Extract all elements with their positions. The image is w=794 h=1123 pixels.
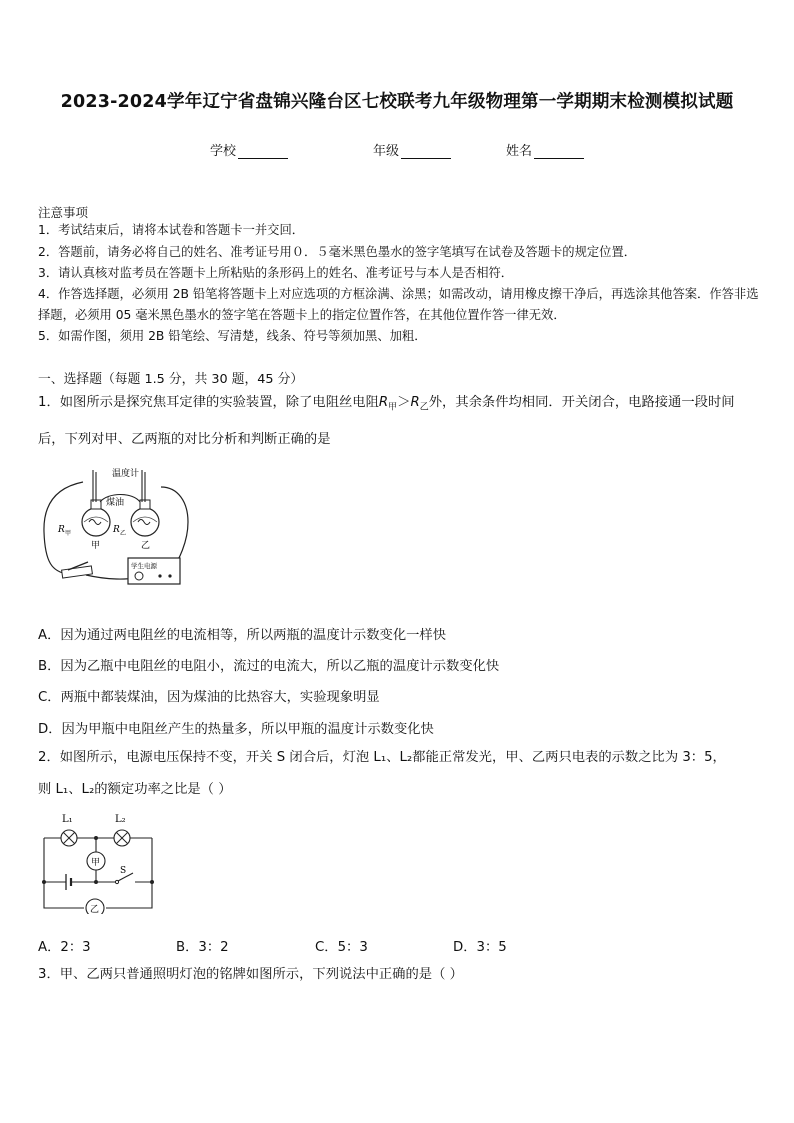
- notice-heading: 注意事项: [38, 205, 89, 220]
- school-blank: [238, 144, 288, 159]
- switch-label: S: [120, 866, 127, 876]
- question-1-text: [38, 387, 760, 456]
- grade-label: 年级: [373, 144, 400, 159]
- power-knob: [135, 572, 143, 580]
- jia-label: 甲: [91, 541, 101, 551]
- q1-option-a: A．因为通过两电阻丝的电流相等，所以两瓶的温度计示数变化一样快: [38, 628, 447, 643]
- yi-label: 乙: [141, 541, 151, 551]
- q1-option-d: D．因为甲瓶中电阻丝产生的热量多，所以甲瓶的温度计示数变化快: [38, 722, 434, 737]
- q1-r-jia-sub: 甲: [388, 402, 398, 413]
- q1-text-a: 1．如图所示是探究焦耳定律的实验装置，除了电阻丝电阻: [38, 395, 379, 410]
- junction-left: [42, 880, 46, 884]
- name-blank: [534, 144, 584, 159]
- terminal-1: [158, 574, 161, 577]
- school-field: [210, 140, 288, 159]
- notice-item: 3．请认真核对监考员在答题卡上所粘贴的条形码上的姓名、准考证号与本人是否相符．: [38, 266, 514, 280]
- question-3-text: 3．甲、乙两只普通照明灯泡的铭牌如图所示，下列说法中正确的是（ ）: [38, 967, 463, 982]
- flask-yi: [131, 508, 159, 536]
- wire-outer-left: [44, 838, 84, 908]
- r-yi-label: R: [113, 525, 120, 535]
- q2-option-b: B．3：2: [176, 940, 229, 955]
- power-supply-label: 学生电源: [131, 562, 157, 570]
- notice-item: 1．考试结束后，请将本试卷和答题卡一并交回．: [38, 223, 305, 237]
- question-2-line-1: 2．如图所示，电源电压保持不变，开关 S 闭合后，灯泡 L₁、L₂都能正常发光，甲、乙两只电表的示数之比为 3：5，: [38, 750, 726, 765]
- q1-r-jia: R: [378, 395, 389, 410]
- thermometer-label: 温度计: [112, 469, 140, 479]
- grade-blank: [401, 144, 451, 159]
- wire-right: [161, 487, 188, 567]
- lamp-l2-label: L₂: [115, 814, 126, 825]
- q1-option-b: B．因为乙瓶中电阻丝的电阻小，流过的电流大，所以乙瓶的温度计示数变化快: [38, 659, 500, 674]
- question-2-line-2: 则 L₁、L₂的额定功率之比是（ ）: [38, 782, 232, 797]
- r-jia-sub: 甲: [65, 530, 72, 537]
- kerosene-label: 煤油: [106, 498, 125, 508]
- junction-right: [150, 880, 154, 884]
- meter-yi-label: 乙: [90, 905, 100, 914]
- name-label: 姓名: [506, 144, 533, 159]
- name-field: [506, 140, 584, 159]
- q1-r-yi-sub: 乙: [419, 402, 429, 413]
- r-jia-label: R: [58, 525, 65, 535]
- r-yi-sub: 乙: [120, 530, 127, 537]
- notice-item: 4．作答选择题，必须用 2B 铅笔将答题卡上对应选项的方框涂满、涂黑；如需改动，请用橡皮擦干净后，再选涂其他答案．作答非选择题，必须用 05 毫米黑色墨水的签字笔在答题卡上的指定位置作答，在其他位置作答一律无效．: [38, 287, 759, 322]
- wire-outer-right: [106, 838, 152, 908]
- joule-law-apparatus-figure: [38, 462, 198, 590]
- notice-item: 2．答题前，请务必将自己的姓名、准考证号用０．５毫米黑色墨水的签字笔填写在试卷及答题卡的规定位置．: [38, 245, 637, 259]
- q2-option-a: A．2：3: [38, 940, 91, 955]
- q1-option-c: C．两瓶中都装煤油，因为煤油的比热容大，实验现象明显: [38, 690, 380, 705]
- grade-field: [373, 140, 451, 159]
- meter-jia-label: 甲: [91, 858, 101, 868]
- q1-text-b: 外，其余条件均相同．开关闭合，电路接通一段时间后，下列对甲、乙两瓶的对比分析和判断正确的是: [38, 395, 735, 447]
- circuit-diagram-figure: [36, 810, 160, 914]
- q2-option-d: D．3：5: [453, 940, 507, 955]
- school-label: 学校: [210, 144, 237, 159]
- q1-r-yi: R: [410, 395, 420, 410]
- notice-item: 5．如需作图，须用 2B 铅笔绘、写清楚，线条、符号等须加黑、加粗．: [38, 329, 427, 343]
- flask-jia: [82, 508, 110, 536]
- q2-option-c: C．5：3: [315, 940, 368, 955]
- lamp-l1-label: L₁: [62, 814, 73, 825]
- terminal-2: [168, 574, 171, 577]
- switch-base: [62, 566, 93, 578]
- section-title: 一、选择题（每题 1.5 分，共 30 题，45 分）: [38, 372, 304, 387]
- q1-gt: ＞: [397, 395, 411, 410]
- exam-title: 2023-2024学年辽宁省盘锦兴隆台区七校联考九年级物理第一学期期末检测模拟试题: [60, 92, 734, 112]
